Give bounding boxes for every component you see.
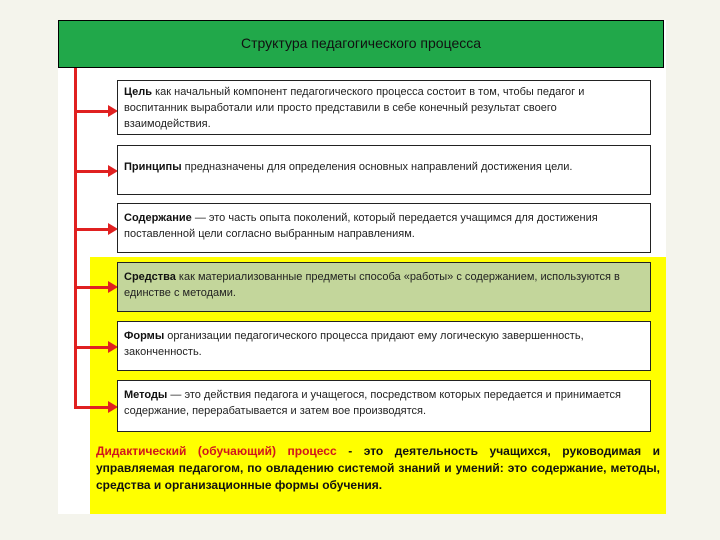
component-box-methods	[117, 380, 651, 432]
component-term: Средства	[124, 271, 176, 283]
connector-line	[74, 68, 77, 409]
component-text: — это часть опыта поколений, который передается учащимся для достижения поставленной цели согласно выбранным направлениям.	[124, 212, 598, 240]
component-text: организации педагогического процесса придают ему логическую завершенность, законченность.	[124, 330, 584, 358]
arrow-icon	[76, 346, 110, 349]
page-title: Структура педагогического процесса	[240, 35, 482, 51]
arrow-icon	[76, 228, 110, 231]
component-text: предназначены для определения основных направлений достижения цели.	[181, 161, 573, 173]
arrow-icon	[76, 170, 110, 173]
definition-body: - это деятельность учащихся, руководимая и управляемая педагогом, по овладению системой знаний и умений: это содержание, методы, средства и организационные формы обучения.	[96, 444, 660, 492]
component-box-forms	[117, 321, 651, 371]
component-term: Методы	[124, 389, 168, 401]
component-term: Формы	[124, 330, 165, 342]
component-box-goal	[117, 80, 651, 135]
arrow-icon	[76, 286, 110, 289]
definition-text	[96, 443, 660, 494]
title-bar	[58, 20, 664, 68]
arrow-icon	[76, 406, 110, 409]
arrow-icon	[76, 110, 110, 113]
component-box-principles	[117, 145, 651, 195]
component-term: Цель	[124, 86, 153, 98]
component-text: как материализованные предметы способа «работы» с содержанием, используются в единстве с методами.	[124, 271, 620, 299]
definition-term: Дидактический (обучающий) процесс	[96, 444, 337, 458]
component-box-content	[117, 203, 651, 253]
component-term: Содержание	[124, 212, 192, 224]
component-box-means	[117, 262, 651, 312]
component-term: Принципы	[124, 161, 182, 173]
component-text: как начальный компонент педагогического процесса состоит в том, чтобы педагог и воспитанник выработали или просто представили в себе конечный результат своего взаимодействия.	[124, 86, 585, 130]
component-text: — это действия педагога и учащегося, посредством которых передается и принимается содержание, перерабатывается и затем вое производятся.	[124, 389, 622, 417]
